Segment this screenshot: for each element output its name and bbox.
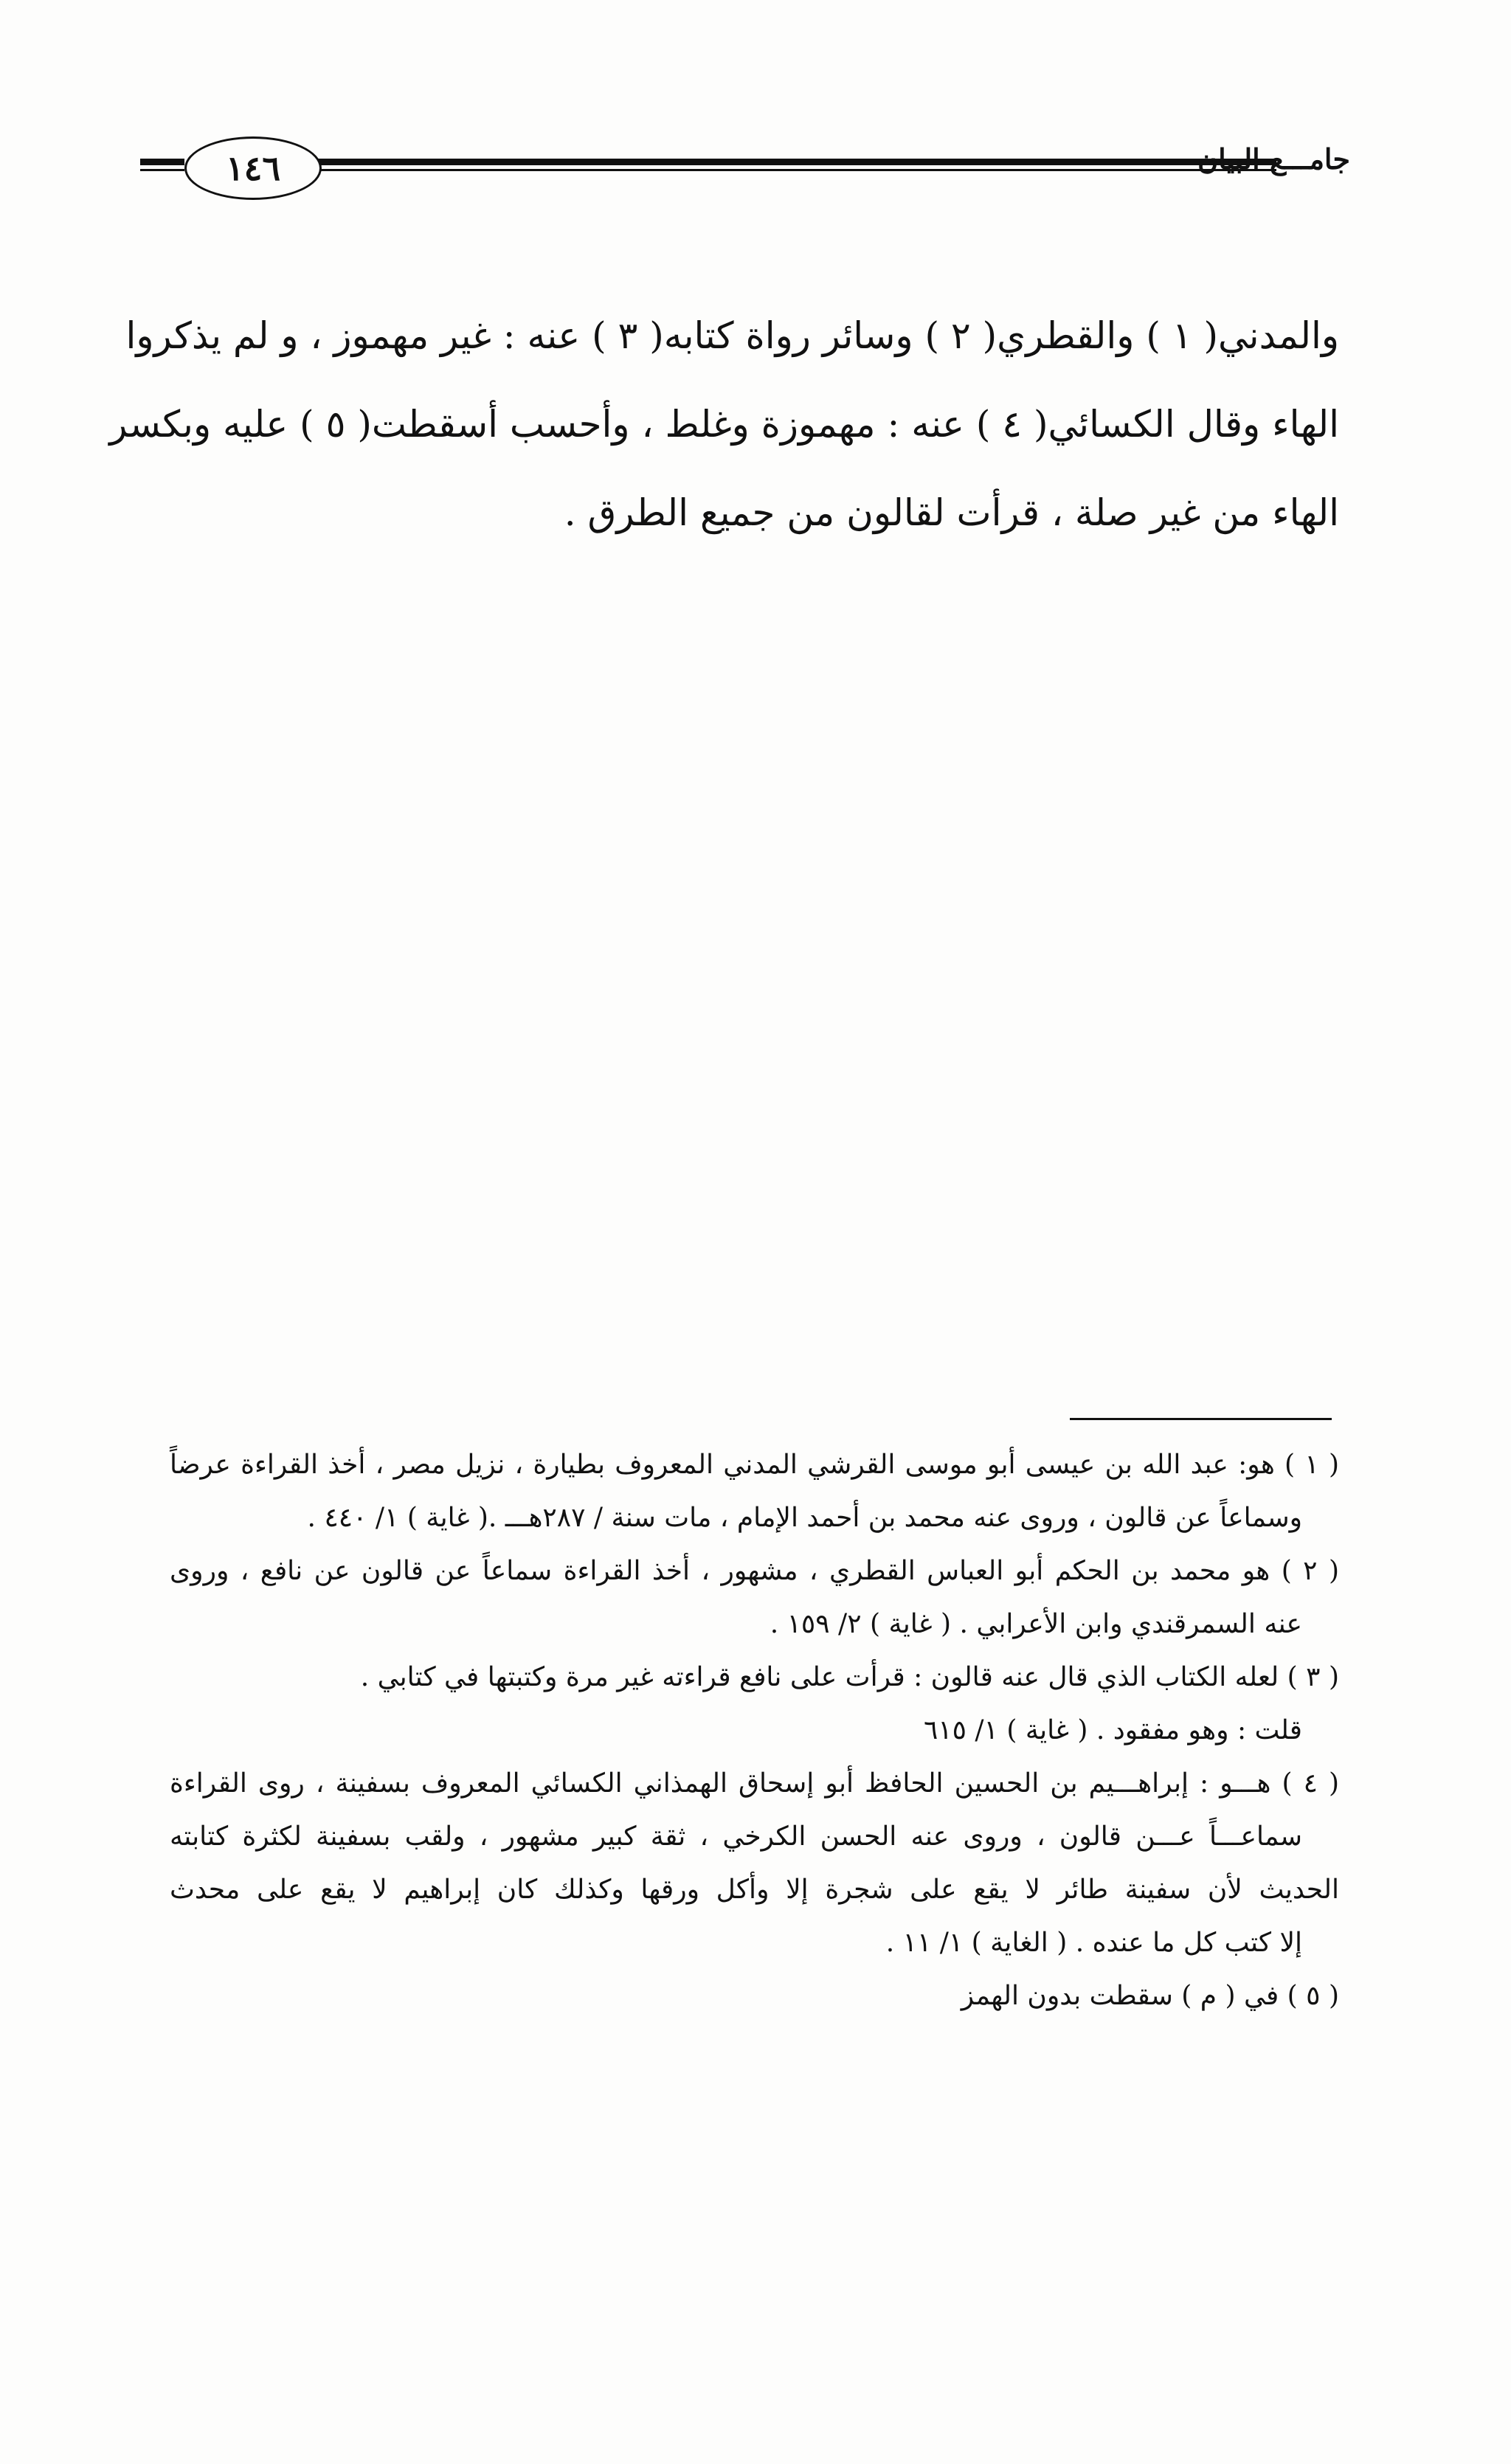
footnote-line: وسماعاً عن قالون ، وروى عنه محمد بن أحمد الإمام ، مات سنة / ٢٨٧هـــ .( غاية ) ١/ ٤٤٠ . — [307, 1503, 1302, 1533]
footnote-line: ( ٤ ) هـــو : إبراهـــيم بن الحسين الحافظ أبو إسحاق الهمذاني الكسائي المعروف بسفينة ، روى القراءة — [170, 1768, 1339, 1799]
page-number: ١٤٦ — [184, 136, 322, 200]
text-line: الهاء من غير صلة ، قرأت لقالون من جميع الطرق . — [564, 491, 1339, 534]
footnote-line: قلت : وهو مفقود . ( غاية ) ١/ ٦١٥ — [923, 1715, 1302, 1745]
footnote-line: ( ٣ ) لعله الكتاب الذي قال عنه قالون : قرأت على نافع قراءته غير مرة وكتبتها في كتابي . — [360, 1662, 1339, 1692]
text-line: الهاء وقال الكسائي( ٤ ) عنه : مهموزة وغلط ، وأحسب أسقطت( ٥ ) عليه وبكسر — [109, 403, 1339, 446]
footnote-line: ( ٢ ) هو محمد بن الحكم أبو العباس القطري ، مشهور ، أخذ القراءة سماعاً عن قالون عن نافع ، وروى — [170, 1556, 1339, 1586]
header-rule-left — [140, 159, 184, 171]
running-title: جامـــع البيان — [1197, 142, 1350, 176]
footnotes — [170, 1439, 1339, 2023]
footnote-line: ( ٥ ) في ( م ) سقطت بدون الهمز — [961, 1981, 1339, 2011]
page-header — [140, 129, 1350, 203]
text-line: والمدني( ١ ) والقطري( ٢ ) وسائر رواة كتابه( ٣ ) عنه : غير مهموز ، و لم يذكروا — [125, 314, 1339, 357]
footnote-line: إلا كتب كل ما عنده . ( الغاية ) ١/ ١١ . — [885, 1928, 1302, 1958]
footnote-separator — [1070, 1418, 1332, 1420]
footnote-line: ( ١ ) هو: عبد الله بن عيسى أبو موسى القرشي المدني المعروف بطيارة ، نزيل مصر ، أخذ القراءة عرضاً — [170, 1450, 1339, 1480]
main-text — [109, 291, 1339, 557]
footnote-line: عنه السمرقندي وابن الأعرابي . ( غاية ) ٢/ ١٥٩ . — [770, 1609, 1302, 1639]
footnote-line: سماعـــاً عـــن قالون ، وروى عنه الحسن الكرخي ، ثقة كبير مشهور ، ولقب بسفينة لكثرة كتابته — [170, 1821, 1302, 1852]
footnote-line: الحديث لأن سفينة طائر لا يقع على شجرة إلا وأكل ورقها وكذلك كان إبراهيم لا يقع على محدث — [170, 1875, 1339, 1905]
header-rule-right — [317, 159, 1276, 171]
